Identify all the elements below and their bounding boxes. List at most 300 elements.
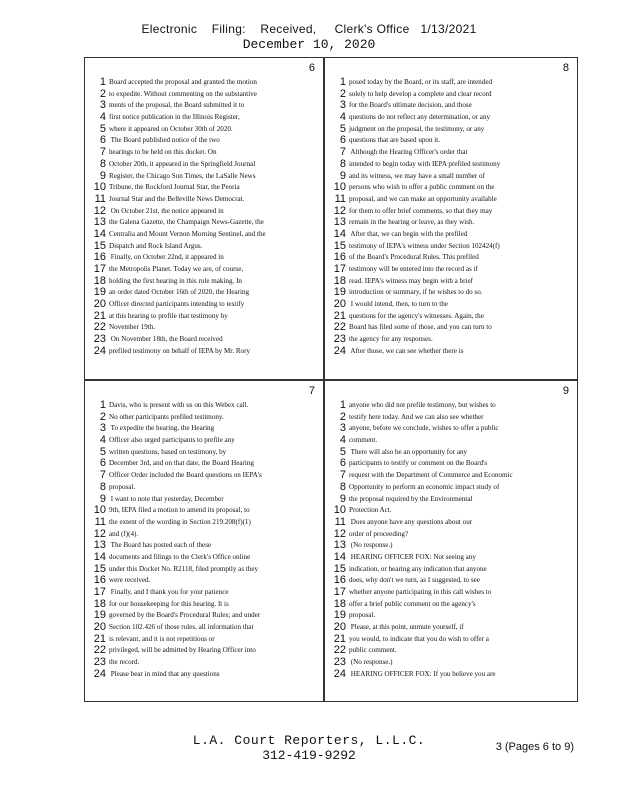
transcript-line (91, 599, 317, 611)
line-number: 24 (93, 345, 106, 357)
line-number: 16 (333, 252, 346, 264)
transcript-line (331, 470, 571, 482)
transcript-line (331, 435, 571, 447)
line-number: 18 (333, 275, 346, 287)
line-text: comment. (349, 436, 378, 445)
line-number: 11 (94, 193, 106, 205)
transcript-line (91, 529, 317, 541)
line-number: 5 (339, 446, 346, 458)
line-number: 1 (339, 400, 346, 411)
line-text: After those, we can see whether there is (349, 346, 464, 355)
filing-stamp-header (0, 22, 618, 36)
line-text: and (f)(4). (109, 529, 139, 538)
line-text: for our housekeeping for this hearing. It is (109, 599, 229, 608)
line-number: 9 (339, 170, 346, 182)
transcript-line (91, 264, 317, 276)
line-number: 23 (93, 657, 106, 669)
line-text: order of proceeding? (349, 529, 409, 538)
transcript-date: December 10, 2020 (242, 37, 376, 52)
line-number: 2 (339, 411, 346, 423)
line-text: Officer Order included the Board questions on IEPA's (109, 471, 262, 480)
line-text: On October 21st, the notice appeared in (109, 206, 224, 215)
page-number: 9 (562, 385, 569, 397)
line-text: questions for the agency's witnesses. Again, the (349, 311, 484, 320)
stamp-clerks-office: Clerk's Office (334, 22, 410, 36)
transcript-line (331, 346, 571, 358)
line-number: 7 (99, 470, 106, 482)
line-text: October 20th, it appeared in the Springfield Journal (109, 159, 256, 168)
line-text: (No response.) (349, 541, 393, 550)
line-text: On November 18th, the Board received (109, 335, 223, 344)
line-text: After that, we can begin with the prefiled (349, 229, 468, 238)
transcript-line (91, 645, 317, 657)
line-number: 24 (333, 345, 346, 357)
transcript-line (91, 400, 317, 412)
line-number: 21 (333, 310, 346, 322)
line-number: 22 (333, 322, 346, 334)
transcript-line (91, 482, 317, 494)
line-number: 14 (333, 551, 346, 563)
transcript-line (91, 470, 317, 482)
line-number: 18 (333, 598, 346, 610)
line-number: 19 (93, 610, 106, 622)
line-text: solely to help develop a complete and clear record (349, 89, 492, 98)
line-number: 2 (339, 88, 346, 100)
line-text: Dispatch and Rock Island Argus. (109, 241, 203, 250)
transcript-line (91, 206, 317, 218)
line-number: 11 (94, 516, 106, 528)
line-text: Tribune, the Rockford Journal Star, the Peoria (109, 183, 240, 192)
line-text: Finally, on October 22nd, it appeared in (109, 253, 224, 262)
transcript-line (91, 552, 317, 564)
transcript-line (91, 124, 317, 136)
line-number: 6 (339, 135, 346, 147)
line-text: Board has filed some of those, and you can turn to (349, 323, 492, 332)
line-number: 20 (333, 299, 346, 311)
line-text: No other participants prefiled testimony. (109, 412, 224, 421)
transcript-line (91, 311, 317, 323)
transcript-line (91, 252, 317, 264)
line-text: were received. (109, 576, 151, 585)
line-text: is relevant, and it is not repetitious or (109, 634, 215, 643)
line-number: 6 (339, 458, 346, 470)
line-number: 6 (99, 135, 106, 147)
line-number: 22 (333, 645, 346, 657)
transcript-line (91, 334, 317, 346)
line-number: 1 (339, 77, 346, 88)
transcript-line (91, 287, 317, 299)
transcript-line (91, 610, 317, 622)
transcript-line (91, 241, 317, 253)
transcript-line (91, 147, 317, 159)
transcript-line (91, 517, 317, 529)
line-number: 10 (93, 182, 106, 194)
transcript-line (331, 159, 571, 171)
line-text: proposal. (349, 611, 376, 620)
line-number: 17 (333, 264, 346, 275)
transcript-line (331, 135, 571, 147)
line-number: 3 (99, 100, 106, 112)
transcript-line (331, 299, 571, 311)
line-text: hearings to be held on this docket. On (109, 148, 217, 157)
line-text: for them to offer brief comments, so that they may (349, 206, 493, 215)
line-number: 23 (333, 657, 346, 669)
transcript-line (331, 241, 571, 253)
transcript-line (91, 171, 317, 183)
line-text: Please, at this point, unmute yourself, if (349, 623, 464, 632)
transcript-line (91, 194, 317, 206)
transcript-line (331, 194, 571, 206)
line-number: 8 (339, 481, 346, 493)
transcript-line (91, 564, 317, 576)
line-number: 16 (93, 575, 106, 587)
transcript-line (91, 423, 317, 435)
line-text: Register, the Chicago Sun Times, the LaSalle News (109, 171, 256, 180)
line-text: Davis, who is present with us on this Webex call. (109, 401, 249, 409)
line-text: does, why don't we turn, as I suggested, to see (349, 576, 480, 585)
page-lines (331, 77, 571, 358)
page-range-label: 3 (Pages 6 to 9) (495, 741, 574, 753)
line-text: where it appeared on October 30th of 2020. (109, 124, 233, 133)
transcript-line (91, 346, 317, 358)
line-text: Centralia and Mount Vernon Morning Sentinel, and the (109, 229, 266, 238)
line-number: 11 (334, 516, 346, 528)
line-text: introduction or summary, if he wishes to do so. (349, 288, 483, 297)
stamp-received: Received, (260, 22, 317, 36)
line-text: Board accepted the proposal and granted the motion (109, 78, 257, 86)
transcript-line (331, 540, 571, 552)
line-number: 7 (99, 147, 106, 159)
transcript-line (331, 412, 571, 424)
line-text: HEARING OFFICER FOX: Not seeing any (349, 552, 476, 561)
transcript-line (331, 182, 571, 194)
line-number: 13 (93, 217, 106, 229)
stamp-electronic: Electronic (141, 22, 198, 36)
line-number: 2 (99, 411, 106, 423)
transcript-line (331, 287, 571, 299)
transcript-line (331, 100, 571, 112)
line-text: under this Docket No. R2118, filed promptly as they (109, 564, 259, 573)
line-text: the extent of the wording in Section 219.208(f)(1) (109, 517, 251, 526)
line-text: Section 102.426 of those rules, all information that (109, 623, 254, 632)
line-number: 5 (99, 446, 106, 458)
line-text: you would, to indicate that you do wish to offer a (349, 634, 489, 643)
transcript-page-7 (84, 380, 324, 702)
transcript-line (331, 147, 571, 159)
transcript-line (331, 447, 571, 459)
line-text: posed today by the Board, or its staff, are intended (349, 78, 493, 86)
line-text: I want to note that yesterday, December (109, 494, 224, 503)
line-number: 12 (93, 528, 106, 540)
line-text: the proposal required by the Environmental (349, 494, 473, 503)
line-text: Officer also urged participants to prefile any (109, 436, 235, 445)
transcript-line (91, 276, 317, 288)
line-number: 12 (333, 205, 346, 217)
transcript-line (331, 112, 571, 124)
line-text: the Galena Gazette, the Champaign News-Gazette, the (109, 218, 264, 227)
stamp-date: 1/13/2021 (420, 22, 477, 36)
transcript-line (91, 634, 317, 646)
transcript-line (331, 322, 571, 334)
line-number: 15 (93, 563, 106, 575)
line-text: participants to testify or comment on the Board's (349, 459, 488, 468)
line-number: 7 (339, 147, 346, 159)
line-text: whether anyone participating in this call wishes to (349, 588, 492, 596)
transcript-line (91, 217, 317, 229)
transcript-line (331, 400, 571, 412)
transcript-line (91, 112, 317, 124)
transcript-line (91, 135, 317, 147)
line-number: 10 (333, 505, 346, 517)
line-number: 21 (93, 633, 106, 645)
line-text: public comment. (349, 646, 397, 655)
line-number: 13 (93, 540, 106, 552)
line-number: 13 (333, 217, 346, 229)
transcript-line (331, 564, 571, 576)
line-number: 7 (339, 470, 346, 482)
line-number: 14 (333, 228, 346, 240)
line-number: 22 (93, 322, 106, 334)
line-text: The Board published notice of the two (109, 136, 220, 145)
line-text: privileged, will be admitted by Hearing Officer into (109, 646, 256, 655)
transcript-line (331, 622, 571, 634)
transcript-line (331, 599, 571, 611)
transcript-line (331, 517, 571, 529)
line-number: 11 (334, 193, 346, 205)
line-number: 17 (333, 587, 346, 598)
line-text: November 19th. (109, 323, 156, 332)
line-text: offer a brief public comment on the agency's (349, 599, 476, 608)
line-text: ments of the proposal, the Board submitted it to (109, 101, 245, 110)
line-number: 14 (93, 551, 106, 563)
line-number: 12 (333, 528, 346, 540)
line-number: 5 (339, 123, 346, 135)
page-lines (331, 400, 571, 681)
transcript-line (331, 645, 571, 657)
line-number: 20 (333, 622, 346, 634)
line-text: the Metropolis Planet. Today we are, of course, (109, 265, 244, 273)
transcript-line (331, 276, 571, 288)
transcript-line (331, 482, 571, 494)
line-number: 24 (93, 668, 106, 680)
transcript-line (331, 505, 571, 517)
line-number: 21 (93, 310, 106, 322)
line-text: Although the Hearing Officer's order that (349, 148, 468, 157)
transcript-line (331, 458, 571, 470)
line-number: 16 (333, 575, 346, 587)
line-text: persons who wish to offer a public comment on the (349, 183, 495, 192)
line-number: 9 (99, 170, 106, 182)
line-text: Journal Star and the Belleville News Democrat. (109, 194, 245, 203)
line-text: governed by the Board's Procedural Rules; and under (109, 611, 261, 620)
line-text: written questions, based on testimony, by (109, 447, 227, 456)
line-number: 15 (333, 563, 346, 575)
transcript-line (91, 505, 317, 517)
transcript-line (91, 77, 317, 89)
transcript-line (331, 264, 571, 276)
transcript-line (91, 587, 317, 599)
line-number: 8 (99, 158, 106, 170)
page-number: 6 (308, 62, 315, 74)
line-number: 19 (333, 610, 346, 622)
transcript-line (331, 494, 571, 506)
line-number: 6 (99, 458, 106, 470)
transcript-line (331, 334, 571, 346)
line-text: proposal. (109, 482, 136, 491)
line-number: 21 (333, 633, 346, 645)
transcript-line (331, 124, 571, 136)
page-lines (91, 77, 317, 358)
transcript-page-8 (324, 57, 578, 380)
line-text: December 3rd, and on that date, the Board Hearing (109, 459, 254, 468)
line-number: 1 (99, 77, 106, 88)
line-number: 17 (93, 587, 106, 598)
line-text: and its witness, we may have a small number of (349, 171, 485, 180)
transcript-line (91, 540, 317, 552)
transcript-line (91, 575, 317, 587)
line-number: 4 (339, 112, 346, 124)
line-text: an order dated October 16th of 2020, the Hearing (109, 288, 250, 297)
line-text: intended to begin today with IEPA prefiled testimony (349, 159, 501, 168)
line-text: questions that are based upon it. (349, 136, 441, 145)
transcript-line (331, 610, 571, 622)
transcript-line (91, 494, 317, 506)
line-number: 23 (333, 334, 346, 346)
line-text: prefiled testimony on behalf of IEPA by Mr. Rory (109, 346, 251, 355)
line-text: The Board has posted each of these (109, 541, 212, 550)
line-text: anyone who did not prefile testimony, but wishes to (349, 401, 496, 409)
transcript-line (331, 587, 571, 599)
transcript-line (91, 435, 317, 447)
line-number: 20 (93, 299, 106, 311)
line-number: 3 (99, 423, 106, 435)
transcript-line (331, 423, 571, 435)
line-number: 5 (99, 123, 106, 135)
transcript-line (91, 299, 317, 311)
transcript-line (91, 229, 317, 241)
line-text: Finally, and I thank you for your patience (109, 588, 229, 596)
line-text: HEARING OFFICER FOX: If you believe you are (349, 669, 496, 678)
line-text: Officer directed participants intending to testify (109, 300, 245, 309)
transcript-line (331, 634, 571, 646)
line-number: 10 (93, 505, 106, 517)
line-text: Protection Act. (349, 506, 392, 515)
line-number: 12 (93, 205, 106, 217)
transcript-line (91, 447, 317, 459)
line-number: 8 (99, 481, 106, 493)
line-number: 9 (99, 493, 106, 505)
transcript-line (91, 182, 317, 194)
line-number: 8 (339, 158, 346, 170)
transcript-line (331, 575, 571, 587)
line-text: read. IEPA's witness may begin with a brief (349, 276, 473, 285)
transcript-line (91, 458, 317, 470)
line-number: 3 (339, 423, 346, 435)
line-number: 19 (93, 287, 106, 299)
line-text: 9th, IEPA filed a motion to amend its proposal, to (109, 506, 250, 515)
line-number: 14 (93, 228, 106, 240)
page-lines (91, 400, 317, 681)
line-text: indication, or hearing any indication that anyone (349, 564, 487, 573)
transcript-line (331, 77, 571, 89)
transcript-line (91, 622, 317, 634)
line-number: 22 (93, 645, 106, 657)
transcript-line (331, 669, 571, 681)
line-number: 17 (93, 264, 106, 275)
line-number: 4 (99, 435, 106, 447)
transcript-line (331, 229, 571, 241)
line-number: 15 (333, 240, 346, 252)
line-text: at this hearing to prefile that testimony by (109, 311, 228, 320)
transcript-line (91, 322, 317, 334)
line-text: judgment on the proposal, the testimony, or any (349, 124, 485, 133)
line-text: There will also be an opportunity for any (349, 447, 468, 456)
transcript-line (331, 529, 571, 541)
transcript-page-9 (324, 380, 578, 702)
stamp-filing: Filing: (211, 22, 246, 36)
transcript-line (91, 669, 317, 681)
transcript-line (331, 252, 571, 264)
transcript-line (91, 657, 317, 669)
line-number: 2 (99, 88, 106, 100)
transcript-line (331, 552, 571, 564)
line-number: 1 (99, 400, 106, 411)
court-reporter-phone: 312-419-9292 (262, 748, 356, 763)
line-number: 18 (93, 275, 106, 287)
line-text: questions do not reflect any determination, or any (349, 113, 491, 122)
line-number: 3 (339, 100, 346, 112)
line-number: 10 (333, 182, 346, 194)
line-number: 18 (93, 598, 106, 610)
line-number: 23 (93, 334, 106, 346)
line-text: I would intend, then, to turn to the (349, 300, 448, 309)
transcript-line (331, 89, 571, 101)
transcript-line (331, 657, 571, 669)
line-number: 9 (339, 493, 346, 505)
line-number: 20 (93, 622, 106, 634)
line-text: of the Board's Procedural Rules. This prefiled (349, 253, 479, 262)
line-text: for the Board's ultimate decision, and those (349, 101, 472, 110)
line-text: the record. (109, 658, 140, 667)
transcript-page-6 (84, 57, 324, 380)
line-number: 4 (339, 435, 346, 447)
line-number: 16 (93, 252, 106, 264)
transcript-line (331, 171, 571, 183)
line-text: testify here today. And we can also see whether (349, 412, 484, 421)
line-text: to expedite. Without commenting on the substantive (109, 89, 257, 98)
transcript-line (331, 217, 571, 229)
transcript-line (91, 412, 317, 424)
line-text: the agency for any responses. (349, 335, 433, 344)
transcript-line (331, 206, 571, 218)
line-number: 13 (333, 540, 346, 552)
transcript-line (91, 89, 317, 101)
line-number: 19 (333, 287, 346, 299)
line-text: anyone, before we conclude, wishes to offer a public (349, 424, 499, 433)
line-text: To expedite the hearing, the Hearing (109, 424, 215, 433)
line-text: holding the first hearing in this rule making. In (109, 276, 242, 285)
line-text: testimony will be entered into the record as if (349, 265, 478, 273)
line-number: 15 (93, 240, 106, 252)
line-number: 24 (333, 668, 346, 680)
transcript-line (91, 159, 317, 171)
line-text: first notice publication in the Illinois Register, (109, 113, 240, 122)
line-text: request with the Department of Commerce and Economic (349, 471, 513, 480)
line-text: remain in the hearing or leave, as they wish. (349, 218, 475, 227)
transcript-line (331, 311, 571, 323)
court-reporter-firm: L.A. Court Reporters, L.L.C. (192, 733, 426, 748)
transcript-line (91, 100, 317, 112)
